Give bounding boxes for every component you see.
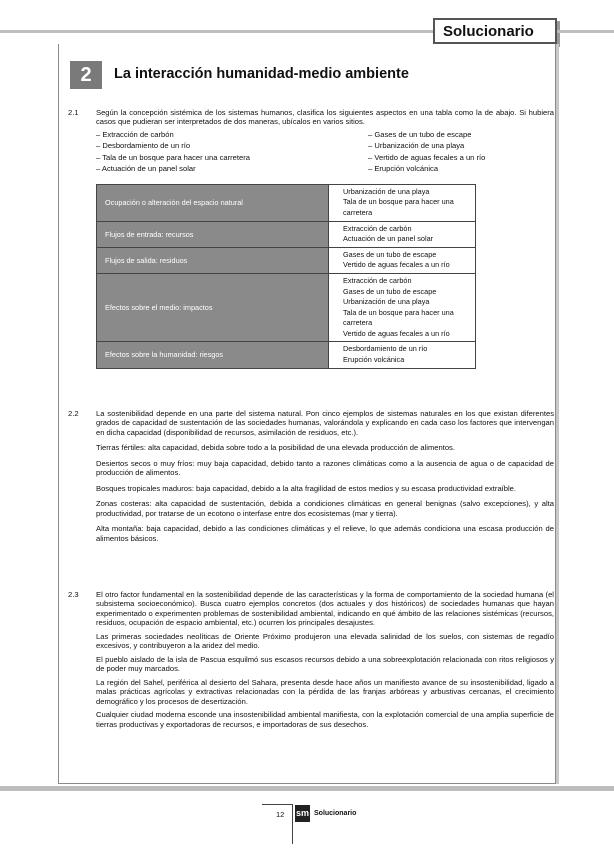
unit-number-badge: 2 [70,61,102,89]
table-value: Urbanización de una playa [343,297,430,307]
page-bottom-rule [0,786,614,791]
answer-paragraph: Alta montaña: baja capacidad, debido a las condiciones climáticas y el relieve, lo que además condiciona una escasa producción de alimentos básicos. [96,524,554,543]
exercise-prompt: El otro factor fundamental en la sostenibilidad depende de las características y la forma de comportamiento de la sociedad humana (el subsistema socioeconómico). Busca cuatro ejemplos concretos (dos actuales y dos históricos) de sociedades humanas que hayan experimentado o experimenten problemas de sostenibilidad ambiental, indicando en qué ámbito de las relaciones sistémicas (recursos, residuos, ocupación de espacio ambiental, etc.) ocurren los principales desajustes. [96,590,554,628]
unit-title: La interacción humanidad-medio ambiente [114,66,409,82]
answer-paragraph: Las primeras sociedades neolíticas de Oriente Próximo produjeron una elevada salinidad de los suelos, con sistemas de regadío excesivos, y contribuyeron a la aridez del medio. [96,631,554,651]
table-value: Tala de un bosque para hacer una carretera [343,197,454,218]
table-row [97,342,476,368]
answer-paragraph: Desiertos secos o muy fríos: muy baja capacidad, debido tanto a razones climáticas como a la ausencia de agua o de capacidad de producción de alimentos. [96,458,554,478]
table-row [97,247,476,273]
table-row [97,273,476,341]
table-value: Vertido de aguas fecales a un río [343,260,450,270]
answer-paragraph: La región del Sahel, periférica al desierto del Sahara, presenta desde hace años un manifiesto avance de su insostenibilidad, ligado a malas prácticas agrícolas y extractivas relacionadas con la pérdida de las franjas arbóreas y arbustivas cercanas, el crecimiento demográfico y los procesos de desertización. [96,677,554,706]
answer-paragraph: Bosques tropicales maduros: baja capacidad, debido a la alta fragilidad de estos medios y su escasa productividad extraíble. [96,483,517,493]
table-values [329,247,476,273]
answer-paragraph: Cualquier ciudad moderna esconde una insostenibilidad ambiental manifiesta, con la explotación comercial de una amplia superficie de tierras productivas y exportadoras de recursos, e importadoras de sus desechos. [96,710,554,729]
table-value: Gases de un tubo de escape [343,249,437,259]
exercise-number: 2.1 [68,108,79,117]
exercise-2-3 [68,590,554,729]
footer-label: Solucionario [314,810,357,817]
exercise-prompt: Según la concepción sistémica de los sistemas humanos, clasifica los siguientes aspectos en una tabla como la de abajo. Si hubiera casos que pudieran ser interpretados de dos maneras, ubícalos en varios sitios. [96,108,554,127]
publisher-logo: sm [295,805,310,822]
item-list [96,130,554,174]
answer-paragraph: Zonas costeras: alta capacidad de sustentación, debida a condiciones climáticas en general benignas (salvo excepciones), y alta productividad, por tratarse de un ecotono o interfase entre dos ecosistemas (mar y tierra). [96,499,554,518]
header-rule-left [0,30,440,33]
answer-paragraph: Tierras fértiles: alta capacidad, debida sobre todo a la posibilidad de una elevada producción de alimentos. [96,443,455,453]
table-category: Efectos sobre el medio: impactos [97,273,329,341]
table-value: Erupción volcánica [343,355,405,364]
list-item: – Erupción volcánica [368,164,439,174]
table-row [97,221,476,247]
header-title: Solucionario [433,18,557,44]
list-item: – Urbanización de una playa [368,141,465,151]
page-footer [262,804,442,832]
table-value: Extracción de carbón [343,275,412,285]
table-category: Flujos de entrada: recursos [97,221,329,247]
footer-divider [292,804,293,844]
classification-table [96,184,476,369]
list-item: – Desbordamiento de un río [96,141,191,151]
table-value: Extracción de carbón [343,223,412,233]
table-category: Ocupación o alteración del espacio natural [97,184,329,221]
table-row [97,184,476,221]
exercise-2-2 [68,409,554,543]
footer-rule [262,804,292,805]
header-rule-right [557,30,614,33]
table-value: Urbanización de una playa [343,186,430,196]
exercise-prompt: La sostenibilidad depende en una parte del sistema natural. Pon cinco ejemplos de sistemas naturales en los que existan diferentes grados de capacidad de sustentación de las sociedades humanas, valorándola y explicando en cada caso los factores que intervengan en dicha capacidad (disponibilidad de recursos, asimilación de residuos, etc.). [96,409,554,437]
table-values [329,184,476,221]
table-value: Gases de un tubo de escape [343,286,437,296]
table-value: Actuación de un panel solar [343,234,434,244]
table-value: Vertido de aguas fecales a un río [343,328,450,338]
table-values [329,221,476,247]
list-item: – Vertido de aguas fecales a un río [368,152,486,162]
table-values [329,342,476,368]
list-item: – Tala de un bosque para hacer una carretera [96,152,250,162]
page-number: 12 [276,810,285,819]
table-value: Tala de un bosque para hacer una carretera [343,307,454,328]
exercise-number: 2.2 [68,409,79,418]
list-item: – Extracción de carbón [96,129,174,139]
exercise-2-1 [68,108,554,369]
answer-paragraph: El pueblo aislado de la isla de Pascua esquilmó sus escasos recursos debido a una sobreexplotación relacionada con ritos religiosos y de poder muy marcados. [96,654,554,674]
table-value: Desbordamiento de un río [343,344,428,354]
table-category: Efectos sobre la humanidad: riesgos [97,342,329,368]
table-category: Flujos de salida: residuos [97,247,329,273]
list-item: – Actuación de un panel solar [96,164,196,174]
list-item: – Gases de un tubo de escape [368,129,472,139]
table-values [329,273,476,341]
exercise-number: 2.3 [68,590,79,599]
frame-shadow [556,44,559,784]
page-header [0,18,614,44]
